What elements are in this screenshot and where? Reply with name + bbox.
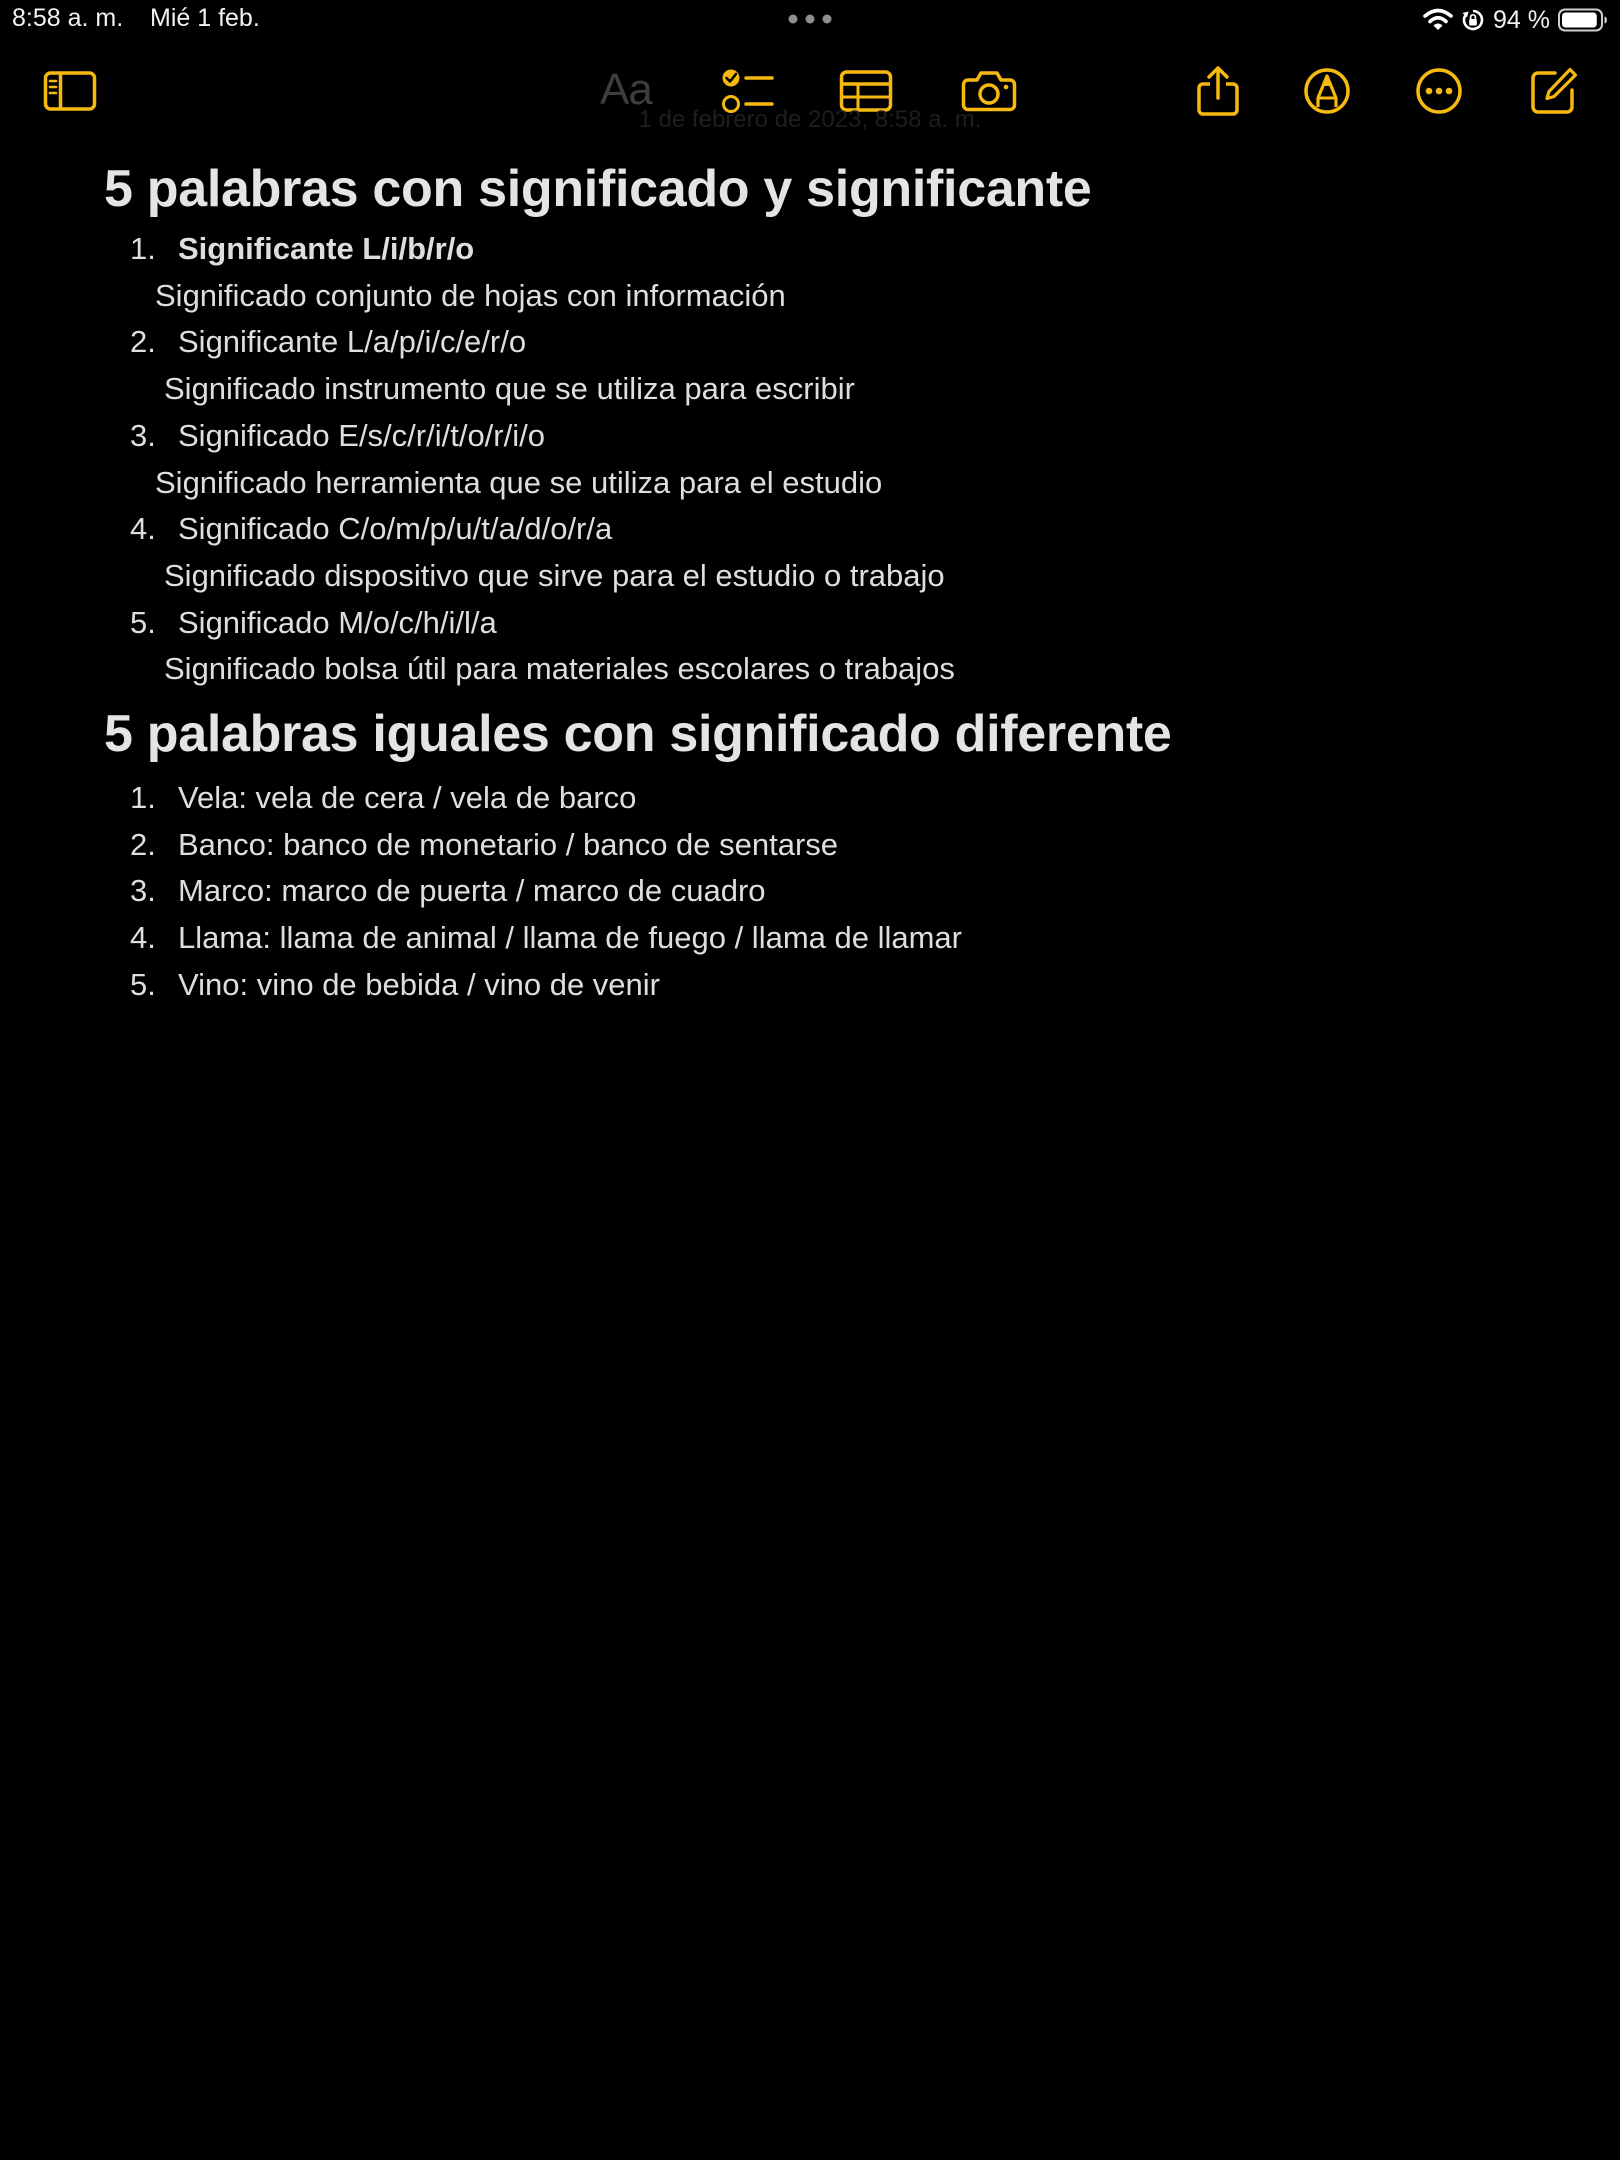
list-item-detail: Significado conjunto de hojas con información (155, 277, 786, 313)
list-item (104, 600, 1564, 647)
status-date: Mié 1 feb. (150, 4, 260, 32)
list-number: 4. (130, 920, 156, 956)
list-item-text: Significado E/s/c/r/i/t/o/r/i/o (178, 417, 545, 453)
list-item (104, 226, 1564, 273)
status-indicators (1423, 5, 1608, 35)
section-heading-1: 5 palabras con significado y significante (104, 160, 1092, 218)
list-item (104, 962, 1564, 1009)
section-heading-2: 5 palabras iguales con significado diferente (104, 705, 1172, 764)
list-item-text: Llama: llama de animal / llama de fuego / llama de llamar (178, 920, 962, 956)
list-item (104, 319, 1564, 366)
numbered-list-1 (104, 226, 1564, 693)
list-item (104, 822, 1564, 869)
status-time: 8:58 a. m. (12, 4, 124, 32)
list-item-text: Significado C/o/m/p/u/t/a/d/o/r/a (178, 511, 613, 547)
list-item-text: Significante L/i/b/r/o (178, 231, 475, 266)
list-item (104, 775, 1564, 822)
list-number: 1. (130, 231, 156, 266)
list-item-text: Significado M/o/c/h/i/l/a (178, 604, 497, 640)
list-number: 5. (130, 966, 156, 1002)
list-number: 3. (130, 873, 156, 909)
list-item-text: Vino: vino de bebida / vino de venir (178, 966, 660, 1002)
format-text-button[interactable]: Aa (600, 65, 652, 114)
list-item-text: Marco: marco de puerta / marco de cuadro (178, 873, 766, 909)
list-item-detail: Significado dispositivo que sirve para el estudio o trabajo (164, 557, 945, 593)
list-item (104, 413, 1564, 460)
list-item-text: Significante L/a/p/i/c/e/r/o (178, 324, 527, 360)
orientation-lock-icon (1461, 8, 1485, 32)
battery-icon (1558, 8, 1608, 32)
list-number: 1. (130, 780, 156, 816)
note-body[interactable] (104, 152, 1564, 1009)
list-item-text: Banco: banco de monetario / banco de sentarse (178, 826, 839, 862)
list-item (104, 868, 1564, 915)
list-item-detail: Significado instrumento que se utiliza para escribir (164, 371, 855, 407)
list-number: 4. (130, 511, 156, 547)
numbered-list-2 (104, 775, 1564, 1009)
list-number: 2. (130, 324, 156, 360)
list-item (104, 915, 1564, 962)
list-item-text: Vela: vela de cera / vela de barco (178, 780, 637, 816)
list-item-detail: Significado bolsa útil para materiales escolares o trabajos (164, 651, 955, 687)
wifi-icon (1423, 8, 1453, 32)
list-number: 5. (130, 604, 156, 640)
list-item-detail: Significado herramienta que se utiliza para el estudio (155, 464, 883, 500)
list-item (104, 506, 1564, 553)
status-bar (0, 0, 1620, 40)
battery-percent: 94 % (1493, 5, 1550, 34)
list-number: 2. (130, 826, 156, 862)
list-number: 3. (130, 417, 156, 453)
note-date: 1 de febrero de 2023, 8:58 a. m. (638, 106, 982, 133)
multitasking-dots-icon[interactable] (788, 14, 832, 24)
